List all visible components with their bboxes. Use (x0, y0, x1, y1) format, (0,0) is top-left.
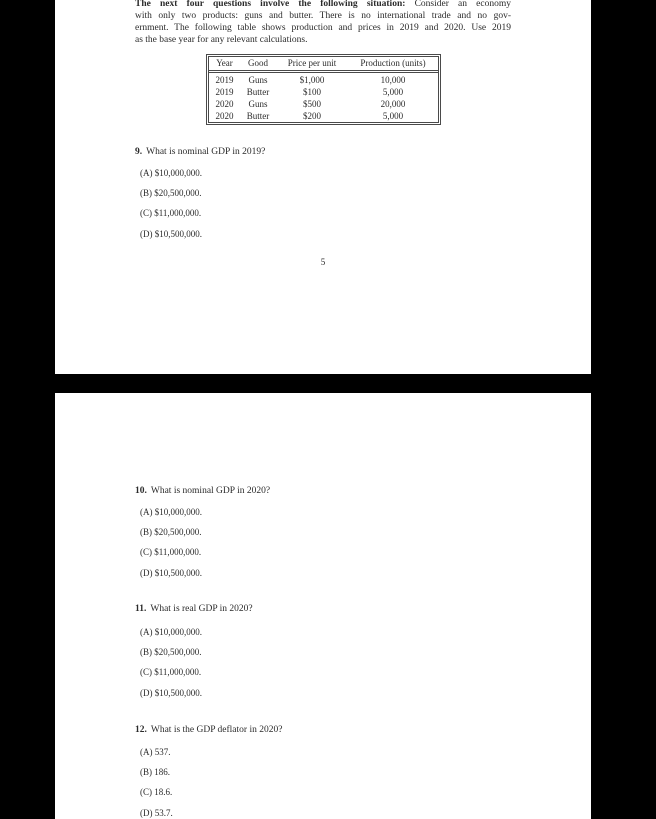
table-cell: 10,000 (380, 75, 406, 85)
answer-option: (A) 537. (140, 746, 171, 757)
table-cell: 2020 (215, 111, 234, 121)
answer-option: (B) $20,500,000. (140, 646, 202, 657)
table-row (209, 86, 438, 98)
answer-option: (D) $10,500,000. (140, 567, 202, 578)
table-header-cell: Good (248, 58, 268, 68)
question-number: 11. (135, 604, 147, 614)
answer-option: (D) 53.7. (140, 807, 173, 818)
answer-option: (B) $20,500,000. (140, 526, 202, 537)
table-cell: $100 (303, 87, 321, 97)
question-9-title (135, 146, 265, 158)
table-cell: $500 (303, 99, 321, 109)
answer-option: (C) 18.6. (140, 787, 173, 798)
answer-option: (C) $11,000,000. (140, 667, 202, 678)
document-page-1 (55, 0, 591, 374)
table-cell: 2020 (215, 99, 234, 109)
table-cell: Butter (246, 87, 270, 97)
table-header-cell: Production (units) (360, 58, 426, 68)
table-cell: Guns (248, 99, 268, 109)
table-cell: $200 (303, 111, 321, 121)
table-header-row (209, 57, 438, 73)
table-row (209, 98, 438, 110)
table-row (209, 110, 438, 122)
table-cell: 2019 (215, 75, 234, 85)
intro-line-text: Consider an economy (414, 0, 511, 9)
answer-option: (A) $10,000,000. (140, 626, 202, 637)
question-11-title (135, 603, 253, 615)
page-number: 5 (320, 257, 326, 267)
question-10-title (135, 485, 270, 497)
table-row (209, 74, 438, 86)
question-text: What is real GDP in 2020? (150, 604, 253, 614)
document-page-2 (55, 393, 591, 819)
table-header-cell: Year (216, 58, 233, 68)
table-header-cell: Price per unit (287, 58, 337, 68)
table-cell: Butter (246, 111, 270, 121)
question-text: What is nominal GDP in 2020? (150, 486, 271, 496)
answer-option: (B) 186. (140, 766, 170, 777)
table-cell: 20,000 (380, 99, 406, 109)
intro-line: with only two products: guns and butter. There is no international trade and no gov- (135, 11, 511, 21)
question-text: What is nominal GDP in 2019? (146, 147, 266, 157)
answer-option: (C) $11,000,000. (140, 208, 202, 219)
intro-line (135, 0, 511, 10)
question-10-options (140, 507, 202, 579)
table-cell: 2019 (215, 87, 234, 97)
data-table (206, 54, 441, 125)
intro-line: as the base year for any relevant calculations. (135, 35, 308, 45)
question-number: 10. (135, 486, 147, 496)
question-number: 12. (135, 725, 147, 735)
table-cell: 5,000 (382, 87, 404, 97)
question-12-options (140, 747, 173, 819)
intro-paragraph (135, 0, 511, 46)
intro-lead: The next four questions involve the following situation: (135, 0, 406, 9)
answer-option: (D) $10,500,000. (140, 687, 202, 698)
table-cell: Guns (248, 75, 268, 85)
question-11-options (140, 627, 202, 699)
intro-line: ernment. The following table shows production and prices in 2019 and 2020. Use 2019 (135, 23, 511, 33)
answer-option: (A) $10,000,000. (140, 506, 202, 517)
table-cell: 5,000 (382, 111, 404, 121)
answer-option: (A) $10,000,000. (140, 167, 202, 178)
answer-option: (B) $20,500,000. (140, 187, 202, 198)
table-cell: $1,000 (299, 75, 325, 85)
question-text: What is the GDP deflator in 2020? (150, 725, 283, 735)
question-9-options (140, 168, 202, 240)
question-number: 9. (135, 147, 143, 157)
answer-option: (D) $10,500,000. (140, 228, 202, 239)
answer-option: (C) $11,000,000. (140, 547, 202, 558)
question-12-title (135, 724, 282, 736)
table-body (209, 73, 438, 122)
